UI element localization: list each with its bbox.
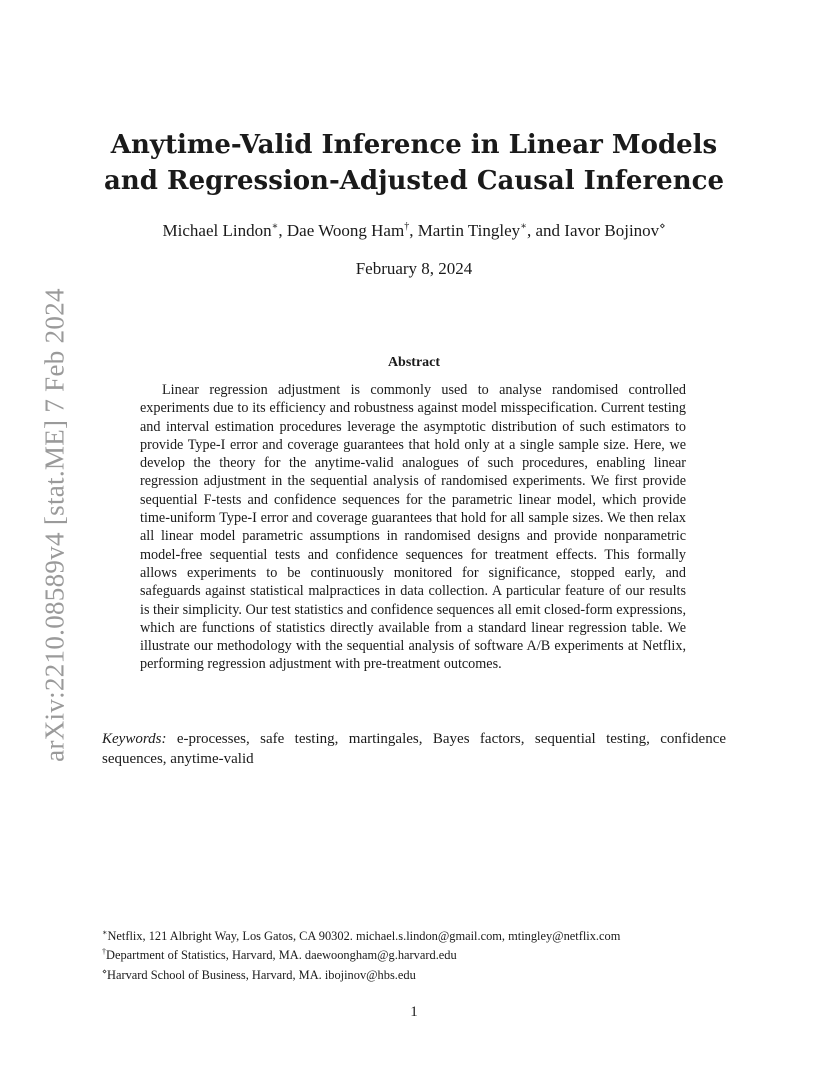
- footnote-text: Netflix, 121 Albright Way, Los Gatos, CA 90302. michael.s.lindon@gmail.com, mtingley@netflix.com: [107, 929, 621, 943]
- author-affiliation-mark: ∗: [520, 221, 527, 232]
- page-number: 1: [410, 1004, 418, 1020]
- footnote: [102, 946, 726, 965]
- author-name: Dae Woong Ham: [286, 221, 405, 240]
- author-separator: , and: [526, 221, 565, 240]
- footnote-mark: ⋄: [102, 966, 108, 976]
- title-line-2: and Regression-Adjusted Causal Inference: [104, 166, 724, 196]
- author-name: Iavor Bojinov: [564, 221, 660, 240]
- author-name: Michael Lindon: [162, 221, 272, 240]
- author-separator: ,: [409, 221, 418, 240]
- keywords-text: e-processes, safe testing, martingales, Bayes factors, sequential testing, confidence sequences, anytime-valid: [102, 731, 727, 767]
- paper-title: [0, 127, 828, 199]
- footnote-mark: ∗: [102, 928, 108, 937]
- keywords-label: Keywords:: [102, 731, 167, 747]
- abstract-heading: Abstract: [387, 355, 441, 370]
- author-separator: ,: [278, 221, 287, 240]
- publication-date: February 8, 2024: [355, 259, 473, 278]
- arxiv-identifier: arXiv:2210.08589v4 [stat.ME] 7 Feb 2024: [39, 288, 70, 762]
- author-affiliation-mark: †: [404, 221, 410, 232]
- footnote-mark: †: [102, 947, 106, 957]
- author-name: Martin Tingley: [417, 221, 521, 240]
- keywords: [102, 729, 726, 769]
- footnote: [102, 966, 726, 985]
- abstract-body: Linear regression adjustment is commonly used to analyse randomised controlled experiments due to its efficiency and robustness against model misspecification. Current testing and interval estimation procedures leverage the asymptotic distribution of such estimators to provide Type-I error and coverage guarantees that hold only at a single sample size. Here, we develop the theory for the anytime-valid analogues of such procedures, enabling linear regression adjustment in the sequential analysis of randomised experiments. We first provide sequential F-tests and confidence sequences for the parametric linear model, which provide time-uniform Type-I error and coverage guarantees that hold for all sample sizes. We then relax all linear model parametric assumptions in randomised designs and provide nonparametric model-free sequential tests and confidence sequences for treatment effects. This formally allows experiments to be continuously monitored for significance, stopped early, and safeguards against statistical malpractices in data collection. A particular feature of our results is their simplicity. Our test statistics and confidence sequences all emit closed-form expressions, which are functions of statistics directly available from a standard linear regression table. We illustrate our methodology with the sequential analysis of software A/B experiments at Netflix, performing regression adjustment with pre-treatment outcomes.: [140, 382, 686, 673]
- author-affiliation-mark: ⋄: [659, 221, 666, 232]
- title-line-1: Anytime-Valid Inference in Linear Models: [110, 130, 718, 160]
- footnotes: [102, 927, 726, 985]
- author-affiliation-mark: ∗: [271, 221, 279, 232]
- footnote: [102, 927, 726, 946]
- footnote-text: Department of Statistics, Harvard, MA. daewoongham@g.harvard.edu: [106, 948, 457, 963]
- footnote-text: Harvard School of Business, Harvard, MA. ibojinov@hbs.edu: [107, 967, 416, 982]
- author-list: [0, 219, 828, 243]
